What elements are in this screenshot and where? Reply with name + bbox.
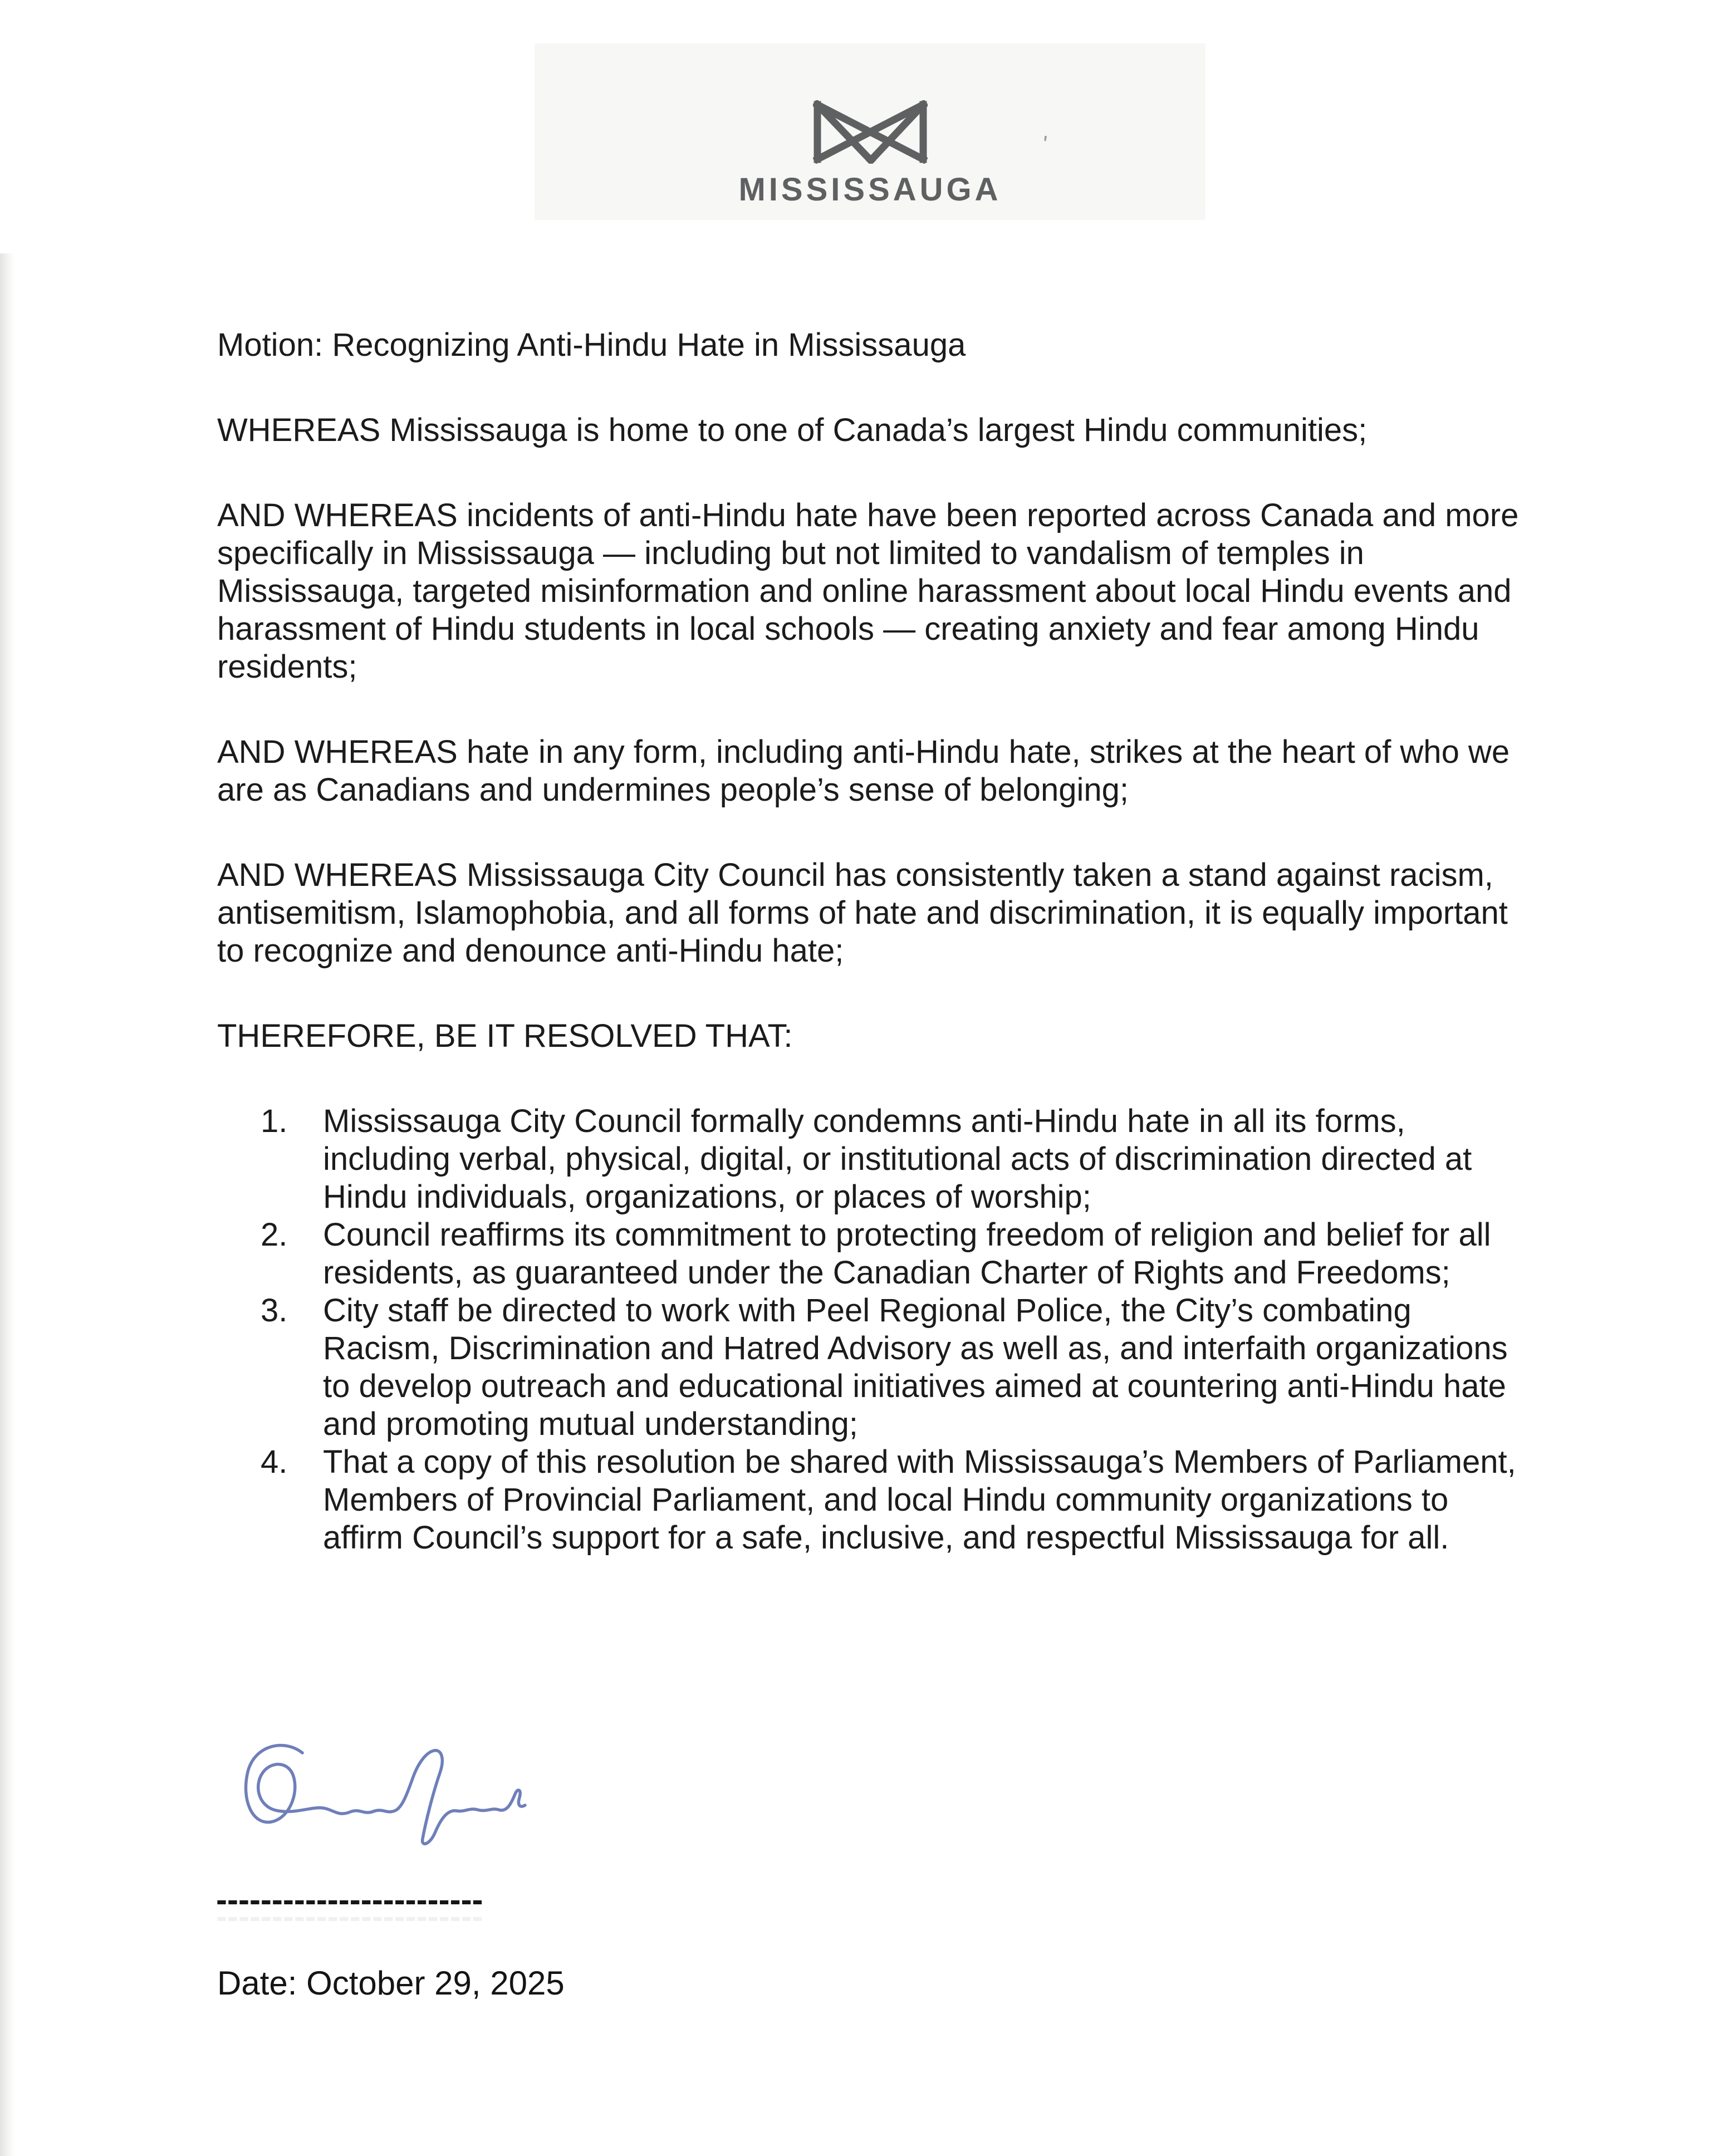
mississauga-m-logo-icon [813, 100, 928, 164]
document-title: Motion: Recognizing Anti-Hindu Hate in Mississauga [217, 327, 966, 363]
resolution-text: Mississauga City Council formally condemns anti-Hindu hate in all its forms, including verbal, physical, digital, or institutional acts of discrimination directed at Hindu individuals, organizations, or places of worship; [323, 1103, 1472, 1215]
document-body [217, 326, 1534, 1557]
resolution-number: 3. [261, 1292, 288, 1329]
resolution-item [217, 1292, 1534, 1443]
signature-ink [231, 1732, 532, 1851]
resolution-text: Council reaffirms its commitment to protecting freedom of religion and belief for all residents, as guaranteed under the Canadian Charter of Rights and Freedoms; [323, 1217, 1491, 1291]
resolutions-list [217, 1102, 1534, 1557]
resolution-number: 2. [261, 1217, 288, 1253]
date-line: Date: October 29, 2025 [217, 1964, 565, 2002]
resolution-item [217, 1102, 1534, 1216]
whereas-paragraph: WHEREAS Mississauga is home to one of Canada’s largest Hindu communities; [217, 412, 1368, 448]
resolution-item [217, 1443, 1534, 1557]
letterhead [535, 43, 1205, 220]
whereas-paragraph: AND WHEREAS hate in any form, including anti-Hindu hate, strikes at the heart of who we are as Canadians and undermines people’s sense of belonging; [217, 734, 1510, 808]
page-edge-shadow [0, 253, 14, 2156]
resolution-item [217, 1216, 1534, 1292]
resolution-heading: THEREFORE, BE IT RESOLVED THAT: [217, 1018, 793, 1054]
resolution-text: City staff be directed to work with Peel Regional Police, the City’s combating Racism, Discrimination and Hatred Advisory as well as, and interfaith organizations to develop outreach and educational initiatives aimed at countering anti-Hindu hate and promoting mutual understanding; [323, 1292, 1508, 1442]
whereas-paragraph: AND WHEREAS incidents of anti-Hindu hate have been reported across Canada and more specifically in Mississauga — including but not limited to vandalism of temples in Mississauga, targeted misinformation and online harassment about local Hindu events and harassment of Hindu students in local schools — creating anxiety and fear among Hindu residents; [217, 497, 1519, 685]
resolution-number: 4. [261, 1444, 288, 1480]
scan-speck-artifact: ' [1040, 130, 1049, 158]
resolution-text: That a copy of this resolution be shared with Mississauga’s Members of Parliament, Members of Provincial Parliament, and local Hindu community organizations to affirm Council’s support for a safe, inclusive, and respectful Mississauga for all. [323, 1444, 1516, 1556]
signature-rule-dashes: ------------------------ [216, 1881, 483, 1918]
handwritten-signature [231, 1732, 532, 1851]
resolution-number: 1. [261, 1103, 288, 1139]
whereas-paragraph: AND WHEREAS Mississauga City Council has consistently taken a stand against racism, antisemitism, Islamophobia, and all forms of hate and discrimination, it is equally important to recognize and denounce anti-Hindu hate; [217, 857, 1508, 969]
mississauga-wordmark: MISSISSAUGA [738, 171, 1002, 208]
